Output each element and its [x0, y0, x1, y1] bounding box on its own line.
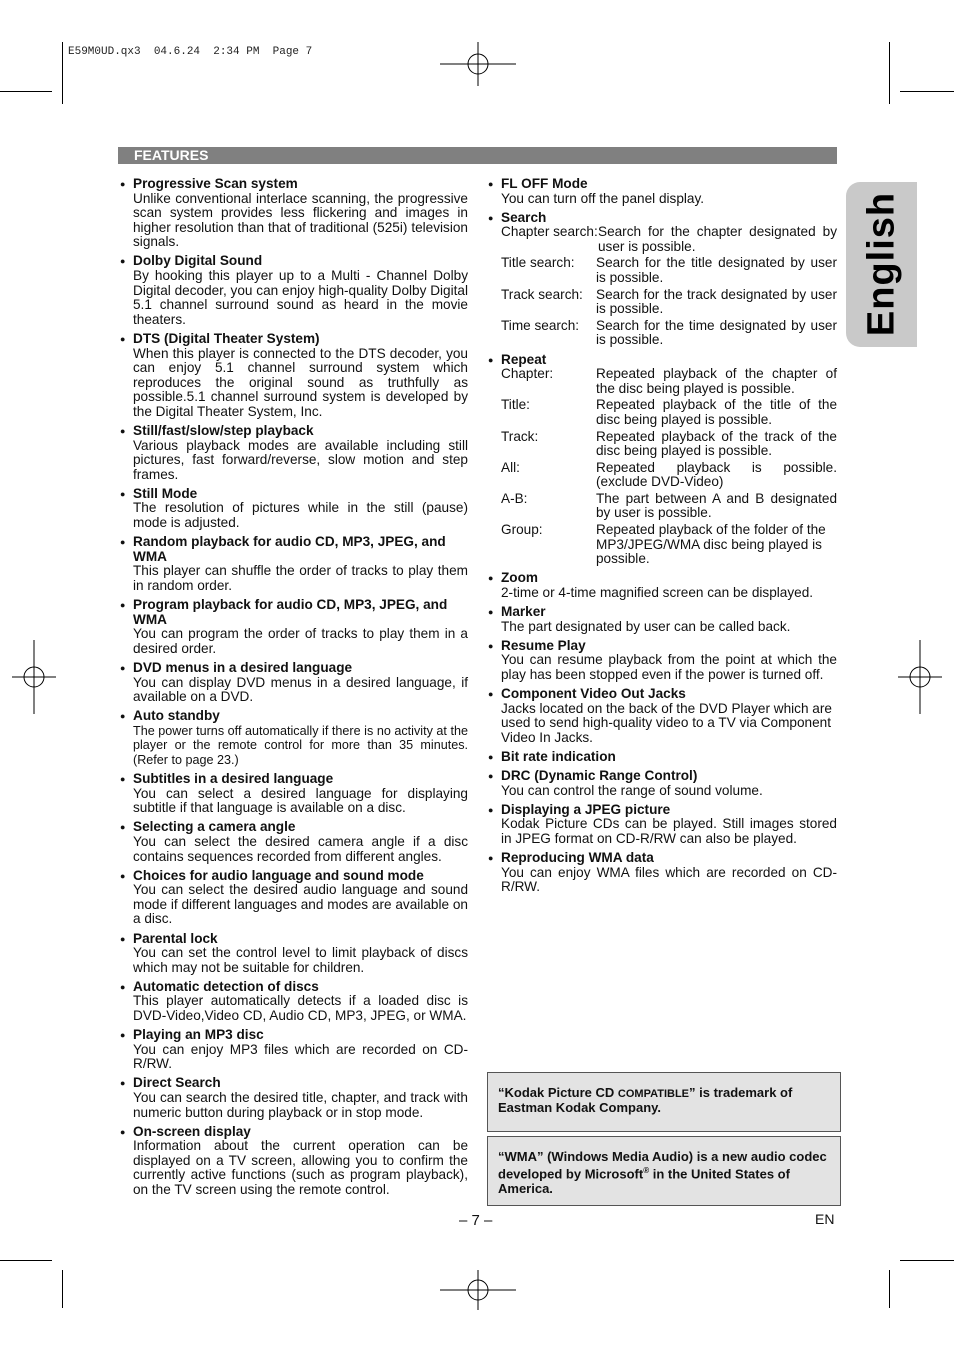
section-header [118, 147, 837, 164]
repeat-row [488, 367, 837, 396]
crop-mark [889, 42, 890, 104]
feature-title: ● On-screen display [120, 1125, 468, 1140]
feature-desc: You can program the order of tracks to play them in a desired order. [133, 626, 468, 656]
crop-mark [62, 1270, 63, 1308]
feature-title: ● FL OFF Mode [488, 177, 837, 192]
page-number: – 7 – [459, 1212, 493, 1229]
repeat-label: Track: [501, 428, 539, 444]
feature-item [120, 598, 468, 656]
feature-desc: Kodak Picture CDs can be played. Still images stored in JPEG format on CD-R/RW can also be played. [501, 816, 837, 846]
kodak-trademark-note [487, 1072, 841, 1132]
repeat-row [488, 492, 837, 521]
crop-mark [889, 1270, 890, 1308]
feature-title: ● Reproducing WMA data [488, 851, 837, 866]
wma-trademark-note [487, 1136, 841, 1206]
feature-desc: You can control the range of sound volume. [501, 782, 763, 798]
feature-item [488, 605, 837, 634]
search-row [488, 319, 837, 348]
crop-mark [0, 91, 52, 92]
registration-mark-bottom [440, 1270, 516, 1310]
registration-mark-left [12, 640, 56, 714]
feature-desc: The part designated by user can be called back. [501, 618, 791, 634]
note-text: “WMA” (Windows Media Audio) is a new audio codec developed by Microsoft [498, 1149, 827, 1182]
feature-item [120, 772, 468, 816]
feature-item [488, 639, 837, 683]
registration-mark-right [898, 640, 942, 714]
feature-desc: You can select a desired language for displaying subtitle if that language is available on a disc. [133, 785, 468, 816]
feature-desc: You can select the desired camera angle if a disc contains sequences recorded from different angles. [133, 833, 468, 864]
feature-item [120, 869, 468, 927]
feature-item [488, 803, 837, 847]
repeat-row [488, 430, 837, 459]
repeat-label: Group: [501, 522, 543, 538]
feature-desc: Jacks located on the back of the DVD Player which are used to send high-quality video to a TV via Component Video In Jacks. [501, 700, 832, 745]
note-text: in the United States of America. [498, 1166, 790, 1197]
feature-title: ● Auto standby [120, 709, 468, 724]
feature-desc: By hooking this player up to a Multi - Channel Dolby Digital decoder, you can enjoy high-quality Dolby Digital 5.1 channel surround sound as heard in the movie theaters. [133, 268, 468, 327]
feature-item [488, 687, 837, 745]
repeat-label: All: [501, 459, 520, 475]
registration-mark-top [440, 42, 516, 86]
feature-desc: You can display DVD menus in a desired language, if available on a DVD. [133, 674, 468, 705]
feature-title: ● Selecting a camera angle [120, 820, 468, 835]
repeat-row [488, 523, 837, 567]
feature-title: ● DVD menus in a desired language [120, 661, 468, 676]
feature-title: ● Choices for audio language and sound mode [120, 869, 468, 884]
repeat-text: Repeated playback of the track of the disc being played is possible. [596, 428, 837, 459]
right-column [488, 177, 837, 899]
repeat-text: Repeated playback of the folder of the MP3/JPEG/WMA disc being played is possible. [596, 522, 826, 567]
feature-item [120, 254, 468, 327]
feature-item [120, 1028, 468, 1072]
repeat-label: Title: [501, 397, 530, 413]
feature-item [488, 851, 837, 895]
section-title: FEATURES [134, 147, 209, 163]
feature-item-search [488, 211, 837, 348]
note-smallcaps: COMPATIBLE [617, 1088, 690, 1100]
feature-desc: Unlike conventional interlace scanning, the progressive scan system provides less flickering and images in higher resolution than that of traditional (525i) television signals. [133, 190, 468, 250]
search-label: Chapter search: [501, 224, 598, 240]
language-tab [846, 182, 917, 347]
repeat-text: Repeated playback of the title of the disc being played is possible. [596, 397, 837, 427]
feature-title: ● Direct Search [120, 1076, 468, 1091]
feature-desc: This player automatically detects if a loaded disc is DVD-Video,Video CD, Audio CD, MP3, JPEG, or WMA. [133, 993, 468, 1023]
feature-item [120, 709, 468, 767]
search-text: Search for the chapter designated by user is possible. [598, 224, 837, 254]
feature-item [488, 769, 837, 798]
feature-desc: The power turns off automatically if there is no activity at the player or the remote control for more than 35 minutes. (Refer to page 23.) [133, 723, 468, 767]
feature-title: ● Component Video Out Jacks [488, 687, 837, 702]
feature-desc: This player can shuffle the order of tracks to play them in random order. [133, 563, 468, 593]
feature-item [120, 424, 468, 482]
feature-title: ● Random playback for audio CD, MP3, JPEG, and WMA [120, 535, 468, 564]
search-text: Search for the track designated by user is possible. [596, 286, 837, 317]
feature-title: ● DTS (Digital Theater System) [120, 332, 468, 347]
feature-title: ● Dolby Digital Sound [120, 254, 468, 269]
feature-title: ● Displaying a JPEG picture [488, 803, 837, 818]
repeat-text: Repeated playback is possible. (exclude DVD-Video) [596, 459, 837, 490]
repeat-row [488, 398, 837, 427]
feature-desc: You can search the desired title, chapter, and track with numeric button during playback or in stop mode. [133, 1089, 468, 1120]
feature-item [488, 571, 837, 600]
feature-title: ● Progressive Scan system [120, 177, 468, 192]
feature-title: ● Marker [488, 605, 837, 620]
feature-item [120, 820, 468, 864]
repeat-text: Repeated playback of the chapter of the disc being played is possible. [596, 366, 837, 396]
search-text: Search for the time designated by user is possible. [596, 317, 837, 348]
search-row [488, 256, 837, 285]
feature-title: ● Bit rate indication [488, 750, 837, 765]
feature-desc: Various playback modes are available including still pictures, fast forward/reverse, slow motion and step frames. [133, 437, 468, 482]
registered-mark: ® [643, 1166, 650, 1176]
feature-item [120, 932, 468, 976]
feature-desc: You can enjoy MP3 files which are recorded on CD-R/RW. [133, 1041, 468, 1072]
repeat-label: A-B: [501, 490, 528, 506]
search-row [488, 225, 837, 254]
crop-mark [62, 42, 63, 104]
feature-item [120, 332, 468, 420]
feature-title: ● Still/fast/slow/step playback [120, 424, 468, 439]
search-row [488, 288, 837, 317]
feature-title: ● Repeat [488, 353, 837, 368]
print-slug: E59M0UD.qx3 04.6.24 2:34 PM Page 7 [68, 46, 313, 58]
feature-title: ● Program playback for audio CD, MP3, JPEG, and WMA [120, 598, 468, 627]
crop-mark [900, 1260, 954, 1261]
feature-item [120, 535, 468, 593]
feature-title: ● Subtitles in a desired language [120, 772, 468, 787]
crop-mark [900, 91, 954, 92]
feature-title: ● Resume Play [488, 639, 837, 654]
feature-title: ● Automatic detection of discs [120, 980, 468, 995]
search-text: Search for the title designated by user is possible. [596, 255, 837, 286]
repeat-text: The part between A and B designated by user is possible. [596, 490, 837, 521]
feature-title: ● DRC (Dynamic Range Control) [488, 769, 837, 784]
search-label: Time search: [501, 317, 580, 333]
feature-title: ● Search [488, 211, 837, 226]
search-label: Title search: [501, 255, 575, 271]
search-label: Track search: [501, 286, 583, 302]
feature-item [120, 980, 468, 1024]
feature-item [488, 750, 837, 765]
feature-item [120, 661, 468, 705]
feature-title: ● Playing an MP3 disc [120, 1028, 468, 1043]
feature-desc: You can enjoy WMA files which are recorded on CD-R/RW. [501, 864, 837, 895]
feature-title: ● Parental lock [120, 932, 468, 947]
note-text: ” is trademark of Eastman Kodak Company. [498, 1085, 793, 1116]
feature-desc: 2-time or 4-time magnified screen can be displayed. [501, 584, 814, 600]
crop-mark [0, 1260, 52, 1261]
feature-title: ● Zoom [488, 571, 837, 586]
feature-desc: You can turn off the panel display. [501, 190, 705, 206]
feature-item [120, 177, 468, 250]
left-column [120, 177, 468, 1202]
feature-desc: You can set the control level to limit playback of discs which may not be suitable for children. [133, 945, 468, 975]
note-text: “Kodak Picture CD [498, 1085, 618, 1100]
language-tab-label: English [860, 191, 903, 337]
repeat-row [488, 461, 837, 490]
feature-item [488, 177, 837, 206]
feature-item [120, 1076, 468, 1120]
feature-item-repeat [488, 353, 837, 567]
feature-desc: The resolution of pictures while in the still (pause) mode is adjusted. [133, 500, 468, 531]
repeat-label: Chapter: [501, 366, 554, 382]
feature-item [120, 1125, 468, 1198]
feature-desc: When this player is connected to the DTS decoder, you can enjoy 5.1 channel surround system which reproduces the original sound as truthfully as possible.5.1 channel surround system is developed by the Digital Theater System, Inc. [133, 345, 468, 419]
feature-desc: You can select the desired audio language and sound mode if different languages and modes are available on a disc. [133, 882, 468, 927]
language-code: EN [815, 1211, 835, 1227]
feature-item [120, 487, 468, 531]
feature-title: ● Still Mode [120, 487, 468, 502]
feature-desc: Information about the current operation can be displayed on a TV screen, allowing you to confirm the currently active functions (such as program playback), on the TV screen using the remote control. [133, 1138, 468, 1197]
feature-desc: You can resume playback from the point at which the play has been stopped even if the power is turned off. [501, 652, 837, 682]
